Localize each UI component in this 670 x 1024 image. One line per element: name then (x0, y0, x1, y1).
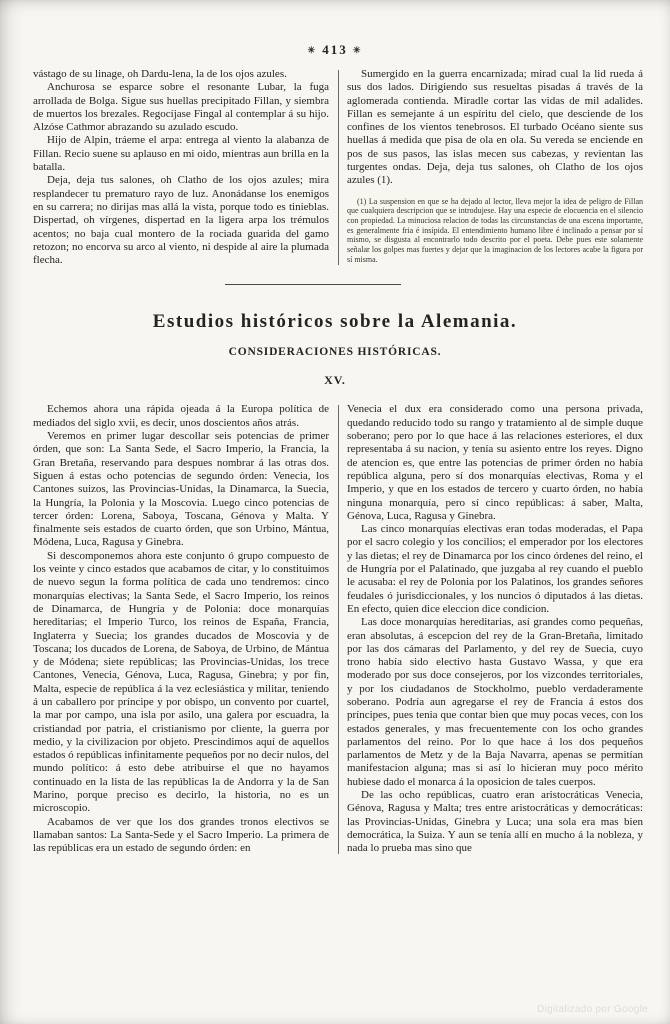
paragraph: Si descomponemos ahora este conjunto ó grupo compuesto de los veinte y cinco estados que acabamos de citar, y lo constituimos de nuevo segun la forma política de cada uno tendremos: cinco monarquías electivas; la Santa Sede, el Sacro Imperio, los reinos de Dinamarca, de Hungría y de Polonia: doce monarquías hereditarias; el Imperio Turco, los reinos de España, Francia, Inglaterra y Suecia; los grandes ducados de Moscovia y de Toscana; los ducados de Lorena, de Saboya, de Urbino, de Mántua y de Módena; siete repúblicas; las Provincias-Unidas, los trece Cantones, Venecia, Génova, Luca, Ragusa, Ginebra; y por fin, Malta, especie de república á la vez eclesiástica y militar, teniendo á un caballero por príncipe y por obispo, un convento por cuartel, la mar por campo, una isla por asilo, una galera por escuadra, la cristiandad por patria, el cristianismo por cliente, la guerra por medio, y la civilizacion por objeto. Prescindimos aquí de aquellos estados ó repúblicas infinitamente pequeños por no decir nulos, del mundo político: á esto debe atribuirse el que no hayamos continuado en la lista de las repúblicas la de Andorra y la de San Marino, porque preciso es decirlo, la historia, no es un microscopio. (33, 549, 329, 815)
top-right-column (347, 68, 643, 267)
header-ornament-right-icon: ✳ (353, 45, 363, 55)
paragraph: Anchurosa se esparce sobre el resonante Lubar, la fuga arrollada de Bolga. Sigue sus huellas precipitado Fillan, y siembra de muertos los brezales. Regocíjase Fingal al contemplar á su hijo. Alzóse Cathmor abrazando su azulado escudo. (33, 81, 329, 134)
article-left-column (33, 403, 329, 855)
top-section (33, 68, 643, 267)
section-number: XV. (324, 373, 346, 388)
paragraph: Venecia el dux era considerado como una persona privada, quedando reducido todo su rango y tratamiento al de simple duque soberano; pero por lo que hace á las relaciones esteriores, el dux representaba á su nacion, y tenía su asiento entre los reyes. Digno de atencion es, que entre las potencias de primer órden no había república alguna, pero sí dos monarquías electivas, Roma y el Imperio, y que en los estados de tercero y cuarto órden, no había ninguna monarquía, pero sí cinco repúblicas: á saber, Malta, Génova, Luca, Ragusa y Ginebra. (347, 403, 643, 522)
article-body (33, 403, 643, 855)
page-header (0, 0, 670, 58)
page-number: 413 (322, 42, 348, 57)
paragraph: Las cinco monarquías electivas eran todas moderadas, el Papa por el sacro colegio y los concilios; el emperador por los electores y las dietas; el rey de Dinamarca por los cinco órdenes del reino, el de Hungría por el Palatinado, que juzgaba al rey cuando el pueblo le acusaba: el rey de Polonia por los Palatinos, los grandes señores feudales ó jurisdiccionales, y los nuncios ó diputados á las dietas. En efecto, quien dice eleccion dice condicion. (347, 523, 643, 615)
paragraph: Las doce monarquías hereditarias, así grandes como pequeñas, eran absolutas, á escepcion del rey de la Gran-Bretaña, limitado por las dos cámaras del Parlamento, y del rey de Suecia, cuyo trono había sido electivo hasta Gustavo Wassa, y que era moderado por sus doce consejeros, por los vizcondes territoriales, y por los ciudadanos de Stockholmo, pueblo verdaderamente soberano. Podría aun agregarse el rey de Francia á estos dos príncipes, pues tenia que contar bien que muy pocas veces, con los estados generales, y mas frecuentemente con los ocho grandes parlamentos del reino. Por lo que hace á los dos pequeños parlamentos de Metz y de la Baja Navarra, apenas se permitían manifestacion alguna; mas si así lo hicieran muy poco mérito hubiese dado el monarca á la oposicion de tales cuerpos. (347, 616, 643, 788)
google-digitization-watermark: Digitalizado por Google (537, 1004, 648, 1015)
paragraph: Hijo de Alpin, tráeme el arpa: entrega al viento la alabanza de Fillan. Recio suene su aplauso en mi oido, mientras aun brilla en la batalla. (33, 134, 329, 174)
column-divider (338, 405, 339, 853)
paragraph: De las ocho repúblicas, cuatro eran aristocráticas Venecia, Génova, Ragusa y Malta; tres entre aristocráticas y democráticas: las Provincias-Unidas, Ginebra y Luca; una sola era mas bien democrática, la Suiza. Y aun se tenía allí en mucho á la nobleza, y nada lo prueba mas sino que (347, 789, 643, 855)
article-title: Estudios históricos sobre la Alemania. (152, 311, 518, 333)
paragraph: Acabamos de ver que los dos grandes tronos electivos se llamaban santos: La Santa-Sede y el Sacro Imperio. La primera de las repúblicas era un estado de segundo órden: en (33, 815, 329, 855)
header-ornament-left-icon: ✳ (307, 45, 317, 55)
paragraph: Sumergido en la guerra encarnizada; mirad cual la lid rueda á sus dos lados. Dirigiendo sus resueltas pisadas á través de la aglomerada contienda. Miradle cortar las vidas de mil adalides. Fillan es semejante á un espíritu del cielo, que desciende de los confines de los vientos tenebrosos. El turbado Océano siente sus huellas á medida que pisa de ola en ola. Su vereda se enciende en pos de sus pasos, las islas mecen sus cabezas, y revientan las turgentes ondas. Deja, deja tus salones, oh Clatho de los ojos azules (1). (347, 68, 643, 187)
section-rule (225, 284, 401, 285)
column-divider (338, 70, 339, 265)
top-left-column (33, 68, 329, 267)
footnote: (1) La suspension en que se ha dejado al lector, lleva mejor la idea de peligro de Fillan que cualquiera descripcion que se introdujese. Hay una especie de elocuencia en el silencio con propiedad. La minuciosa relacion de todas las circunstancias de una escena importante, es generalmente fria é insípida. El entendimiento humano libre é inclinado a pensar por sí mismo, se disgusta al encontrarlo todo descrito por el poeta. Debe pues este solamente señalar los golpes mas fuertes y dejar que la imaginacion de los lectores acabe la figura por sí misma. (347, 196, 643, 264)
paragraph: Echemos ahora una rápida ojeada á la Europa política de mediados del siglo xvii, es decir, unos doscientos años atrás. (33, 403, 329, 429)
article-subtitle: CONSIDERACIONES HISTÓRICAS. (228, 346, 442, 359)
paragraph: vástago de su linage, oh Dardu-lena, la de los ojos azules. (33, 68, 287, 80)
paragraph: Deja, deja tus salones, oh Clatho de los ojos azules; mira resplandecer tu prematuro rayo de luz. Anonádanse los enemigos en su carrera; no dirijas mas allá la vista, porque todo es tinieblas. Dispertad, oh vírgenes, dispertad en la ligera arpa los trémulos acentos; no baja cual montero de la rociada guarida del gamo retozon; no encorva su arco al viento, ni despide al aire la plumada flecha. (33, 174, 329, 267)
article-right-column (347, 403, 643, 855)
paragraph: Veremos en primer lugar descollar seis potencias de primer órden, que son: La Santa Sede, el Sacro Imperio, la Francia, la Gran Bretaña, reservando para despues nombrar á las otras dos. Siguen á estas ocho potencias de segundo órden: Venecia, los Cantones suizos, las Provincias-Unidas, la Dinamarca, la Suecia, la Hungría, la Polonia y la Moscovia. Luego cinco potencias de tercer órden: Lorena, Saboya, Toscana, Génova y Malta. Y finalmente seis estados de cuarto órden, que son Urbino, Mántua, Módena, Luca, Ragusa y Ginebra. (33, 430, 329, 549)
